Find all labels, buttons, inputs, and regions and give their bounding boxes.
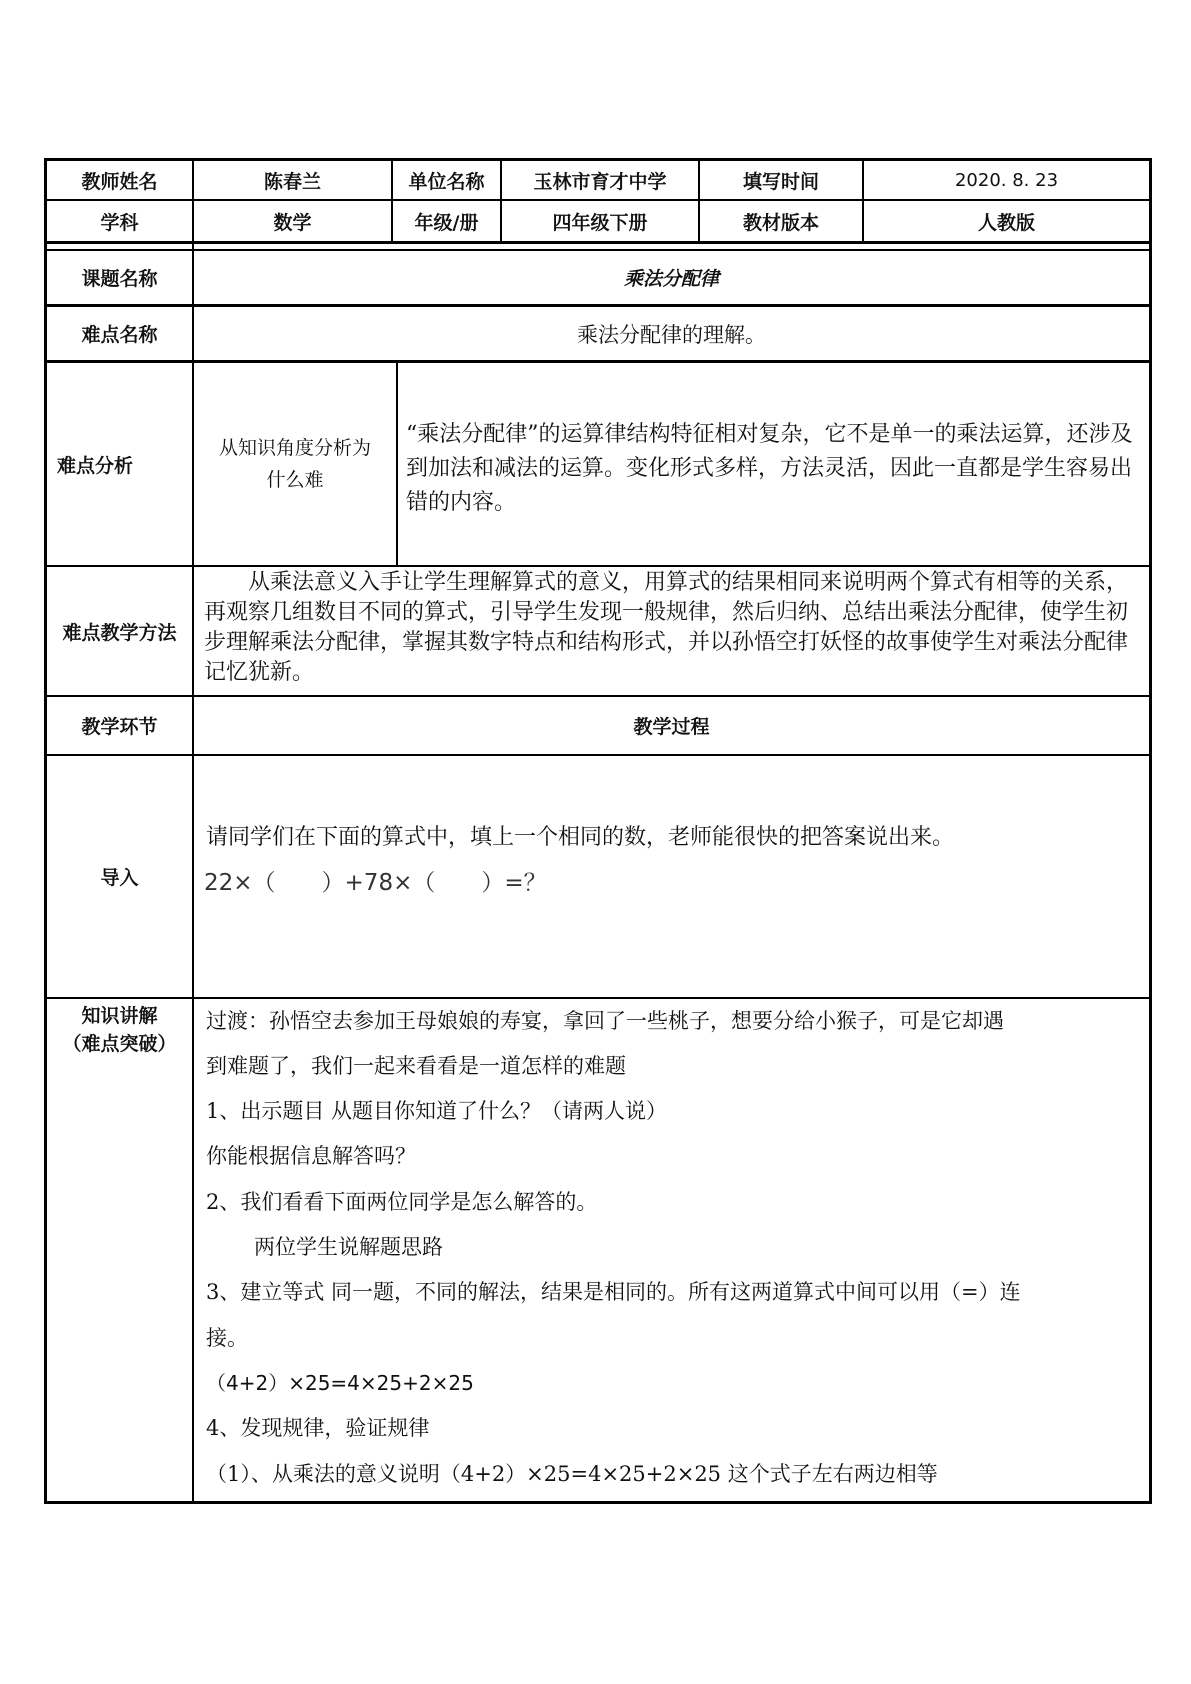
difficulty-name-label: 难点名称 (81, 324, 158, 346)
process-stage-label: 教学环节 (81, 716, 158, 738)
grade-label: 年级/册 (414, 211, 479, 234)
grade-value: 四年级下册 (552, 211, 648, 234)
fill-date-label: 填写时间 (742, 170, 819, 193)
teacher-name-label: 教师姓名 (81, 170, 158, 193)
teacher-name-value: 陈春兰 (263, 170, 321, 193)
explain-line-5: 2、我们看看下面两位同学是怎么解答的。 (206, 1190, 598, 1214)
explain-line-8: 接。 (206, 1326, 248, 1350)
intro-label: 导入 (100, 867, 139, 889)
subject-value: 数学 (273, 211, 312, 234)
explain-label (47, 1000, 192, 1060)
explain-line-9: （4+2）×25=4×25+2×25 (206, 1371, 474, 1395)
explain-line-11: （1）、从乘法的意义说明（4+2）×25=4×25+2×25 这个式子左右两边相等 (206, 1462, 938, 1486)
unit-name-label: 单位名称 (408, 170, 485, 193)
explain-line-6: 两位学生说解题思路 (254, 1235, 443, 1259)
analysis-sublabel: 从知识角度分析为什么难 (218, 437, 371, 491)
topic-value: 乘法分配律 (623, 268, 719, 290)
explain-line-10: 4、发现规律，验证规律 (206, 1416, 430, 1440)
unit-name-value: 玉林市育才中学 (533, 170, 667, 193)
intro-text: 请同学们在下面的算式中，填上一个相同的数，老师能很快的把答案说出来。 (206, 825, 955, 850)
explain-line-7: 3、建立等式 同一题，不同的解法，结果是相同的。所有这两道算式中间可以用（=）连 (206, 1280, 1021, 1304)
explain-label-line2: （难点突破） (62, 1033, 177, 1055)
process-title: 教学过程 (633, 716, 710, 738)
analysis-label: 难点分析 (57, 454, 134, 477)
method-content: 从乘法意义入手让学生理解算式的意义，用算式的结果相同来说明两个算式有相等的关系，再观察几组数目不同的算式，引导学生发现一般规律，然后归纳、总结出乘法分配律，使学生初步理解乘法分配律，掌握其数字特点和结构形式，并以孙悟空打妖怪的故事使学生对乘法分配律记忆犹新。 (204, 570, 1129, 685)
difficulty-name-value: 乘法分配律的理解。 (577, 322, 766, 347)
analysis-content: “乘法分配律”的运算律结构特征相对复杂，它不是单一的乘法运算，还涉及到加法和减法的运算。变化形式多样，方法灵活，因此一直都是学生容易出错的内容。 (406, 422, 1133, 515)
explain-line-4: 你能根据信息解答吗？ (206, 1144, 416, 1168)
edition-value: 人教版 (977, 211, 1035, 234)
explain-label-line1: 知识讲解 (81, 1005, 158, 1027)
topic-label: 课题名称 (81, 268, 158, 290)
explain-line-1: 过渡：孙悟空去参加王母娘娘的寿宴，拿回了一些桃子，想要分给小猴子，可是它却遇 (206, 1009, 1004, 1033)
method-label: 难点教学方法 (62, 621, 177, 644)
explain-line-3: 1、出示题目 从题目你知道了什么？（请两人说） (206, 1099, 668, 1123)
edition-label: 教材版本 (742, 211, 819, 234)
explain-line-2: 到难题了，我们一起来看看是一道怎样的难题 (206, 1054, 626, 1078)
fill-date-value: 2020. 8. 23 (954, 169, 1059, 191)
subject-label: 学科 (100, 211, 139, 234)
intro-formula: 22×（ ）+78×（ ）=？ (204, 870, 547, 896)
